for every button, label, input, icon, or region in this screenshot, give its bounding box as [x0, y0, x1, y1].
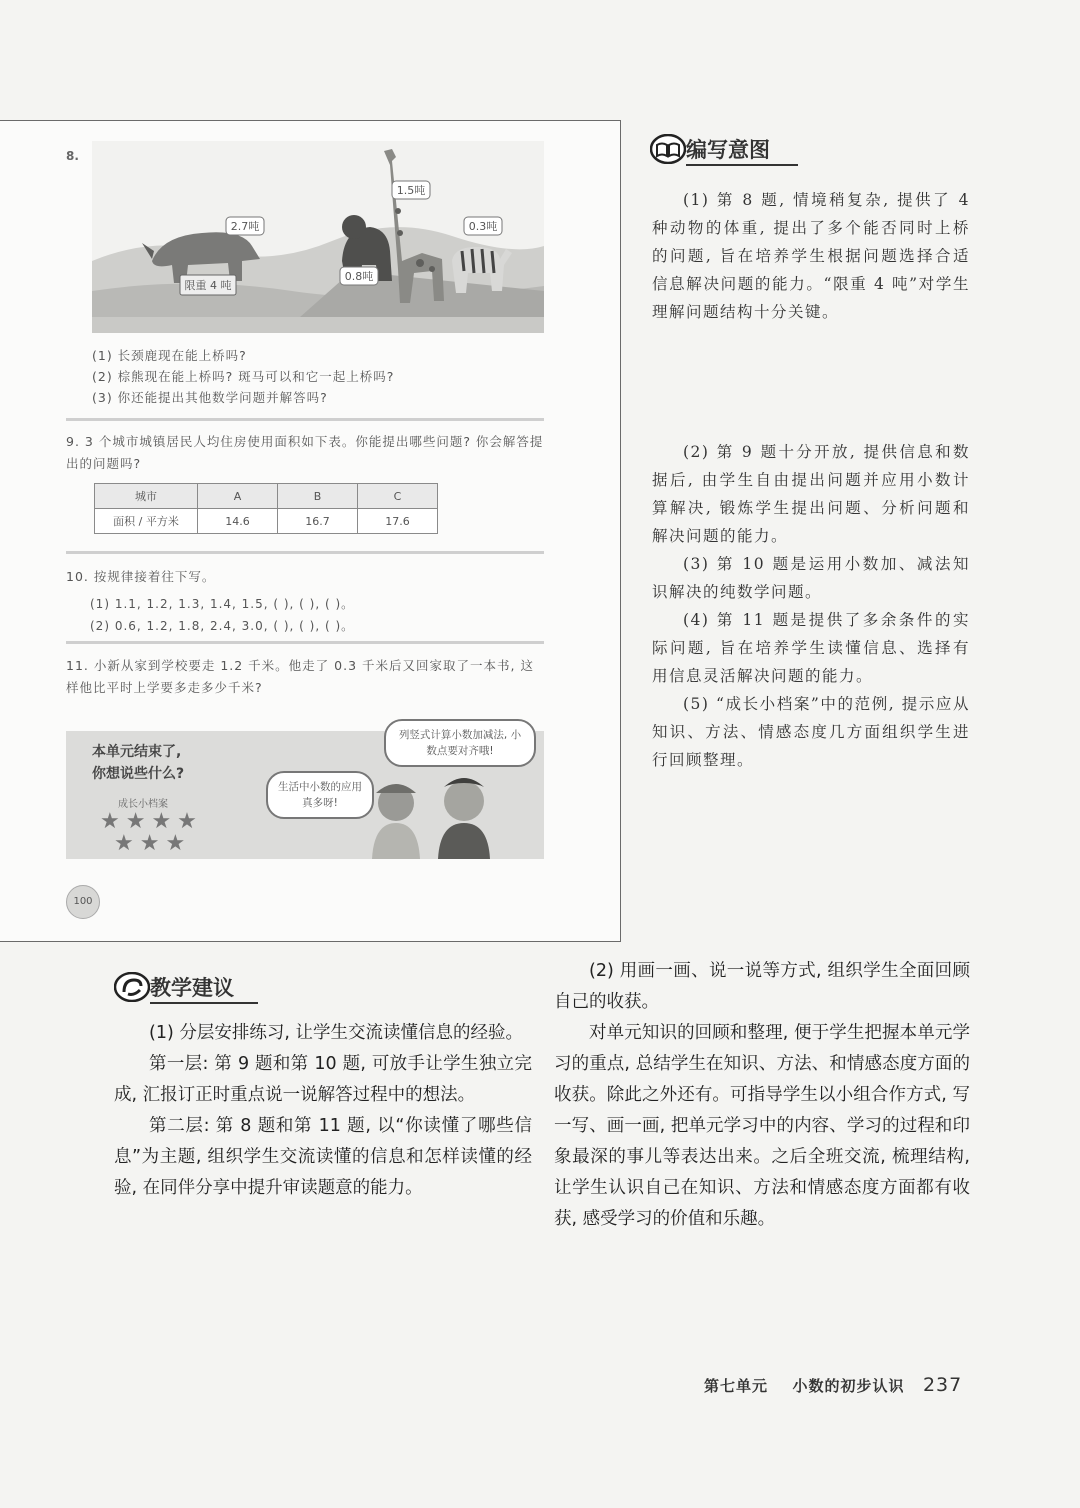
table-cell: 14.6: [198, 509, 278, 534]
intent-heading: [686, 134, 798, 166]
stars-row: ★★★: [114, 831, 192, 856]
unit-end-title: [92, 741, 184, 785]
intent-title: 编写意图: [686, 138, 770, 162]
table-cell: 17.6: [358, 509, 438, 534]
question-11-text: 11. 小新从家到学校要走 1.2 千米。他走了 0.3 千米后又回家取了一本书, 这样他比平时上学要多走多少千米?: [66, 658, 534, 695]
zebra-weight-tag: 0.3吨: [468, 220, 498, 233]
table-cell: A: [198, 484, 278, 509]
intent-paragraph: (2) 第 9 题十分开放, 提供信息和数据后, 由学生自由提出问题并应用小数计算解决, 锻炼学生提出问题、分析问题和解决问题的能力。: [652, 443, 970, 545]
intent-notes-top: [652, 186, 970, 326]
intent-paragraph: (3) 第 10 题是运用小数加、减法知识解决的纯数学问题。: [652, 555, 970, 601]
divider: [66, 551, 544, 554]
animals-bridge-illustration: [92, 141, 544, 333]
question-10-text: 10. 按规律接着往下写。: [66, 569, 216, 584]
footer-topic: 小数的初步认识: [792, 1377, 905, 1395]
unit-end-title-line: 本单元结束了,: [92, 744, 182, 760]
divider: [66, 641, 544, 644]
intent-paragraph: (5) “成长小档案”中的范例, 提示应从知识、方法、情感态度几方面组织学生进行回顾整理。: [652, 695, 970, 769]
advice-paragraph: 第一层: 第 9 题和第 10 题, 可放手让学生独立完成, 汇报订正时重点说一说解答过程中的想法。: [114, 1054, 532, 1105]
advice-paragraph: 第二层: 第 8 题和第 11 题, 以“你读懂了哪些信息”为主题, 组织学生交流读懂的信息和怎样读懂的经验, 在同伴分享中提升审读题意的能力。: [114, 1116, 532, 1198]
advice-paragraph: (2) 用画一画、说一说等方式, 组织学生全面回顾自己的收获。: [554, 961, 970, 1012]
footer-page-number: 237: [922, 1374, 963, 1396]
question-8-item: (1) 长颈鹿现在能上桥吗?: [92, 348, 247, 363]
advice-title: 教学建议: [150, 976, 234, 1000]
advice-heading: [150, 972, 258, 1004]
table-cell: 面积 / 平方米: [95, 509, 198, 534]
question-8-number: 8.: [66, 149, 79, 163]
city-area-table: [94, 483, 438, 534]
growth-archive-label: 成长小档案: [118, 799, 168, 810]
textbook-page-number: 100: [66, 885, 100, 919]
table-header-row: [95, 484, 438, 509]
children-illustration: [352, 771, 502, 859]
question-9-text: 9. 3 个城市城镇居民人均住房使用面积如下表。你能提出哪些问题? 你会解答提出的问题吗?: [66, 434, 544, 471]
divider: [66, 418, 544, 421]
bear-weight-tag: 0.8吨: [344, 270, 374, 283]
advice-paragraph: 对单元知识的回顾和整理, 便于学生把握本单元学习的重点, 总结学生在知识、方法、和情感态度方面的收获。除此之外还有。可指导学生以小组合作方式, 写一写、画一画, 把单元学习中的内容、学习的过程和印象最深的事儿等表达出来。之后全班交流, 梳理结构, 让学生认识自己在知识、方法和情感态度方面都有收获, 感受学习的价值和乐趣。: [554, 1023, 970, 1229]
teaching-advice-icon: [114, 972, 150, 1002]
table-cell: 16.7: [278, 509, 358, 534]
weight-limit-sign: 限重 4 吨: [184, 279, 232, 292]
table-cell: B: [278, 484, 358, 509]
rhino-weight-tag: 2.7吨: [230, 220, 260, 233]
sequence-line: (1) 1.1, 1.2, 1.3, 1.4, 1.5, ( ), ( ), ( )。: [90, 597, 355, 611]
advice-left-column: [114, 1018, 532, 1204]
intent-notes-bottom: [652, 438, 970, 774]
question-8-item: (3) 你还能提出其他数学问题并解答吗?: [92, 390, 328, 405]
speech-bubble: 生活中小数的应用真多呀!: [266, 771, 374, 819]
intent-paragraph: (4) 第 11 题是提供了多余条件的实际问题, 旨在培养学生读懂信息、选择有用信息灵活解决问题的能力。: [652, 611, 970, 685]
question-8-list: [92, 345, 394, 408]
giraffe-weight-tag: 1.5吨: [396, 184, 426, 197]
sequence-line: (2) 0.6, 1.2, 1.8, 2.4, 3.0, ( ), ( ), ( )。: [90, 619, 355, 633]
stars-row: ★★★★: [100, 809, 203, 834]
advice-paragraph: (1) 分层安排练习, 让学生交流读懂信息的经验。: [149, 1023, 523, 1043]
footer-unit: 第七单元: [704, 1377, 769, 1395]
question-8-item: (2) 棕熊现在能上桥吗? 斑马可以和它一起上桥吗?: [92, 369, 395, 384]
table-cell: C: [358, 484, 438, 509]
table-row: [95, 509, 438, 534]
unit-end-panel: [66, 731, 544, 859]
unit-end-title-line: 你想说些什么?: [92, 766, 185, 782]
open-book-icon: [650, 134, 686, 164]
speech-bubble: 列竖式计算小数加减法, 小数点要对齐哦!: [384, 719, 536, 767]
intent-paragraph: (1) 第 8 题, 情境稍复杂, 提供了 4 种动物的体重, 提出了多个能否同时上桥的问题, 旨在培养学生根据问题选择合适信息解决问题的能力。“限重 4 吨”对学生理解问题结构十分关键。: [652, 191, 970, 321]
advice-right-column: [554, 956, 970, 1235]
table-cell: 城市: [95, 484, 198, 509]
question-10-sequences: [90, 593, 354, 637]
page-footer: [704, 1374, 962, 1396]
textbook-page: [0, 120, 621, 942]
